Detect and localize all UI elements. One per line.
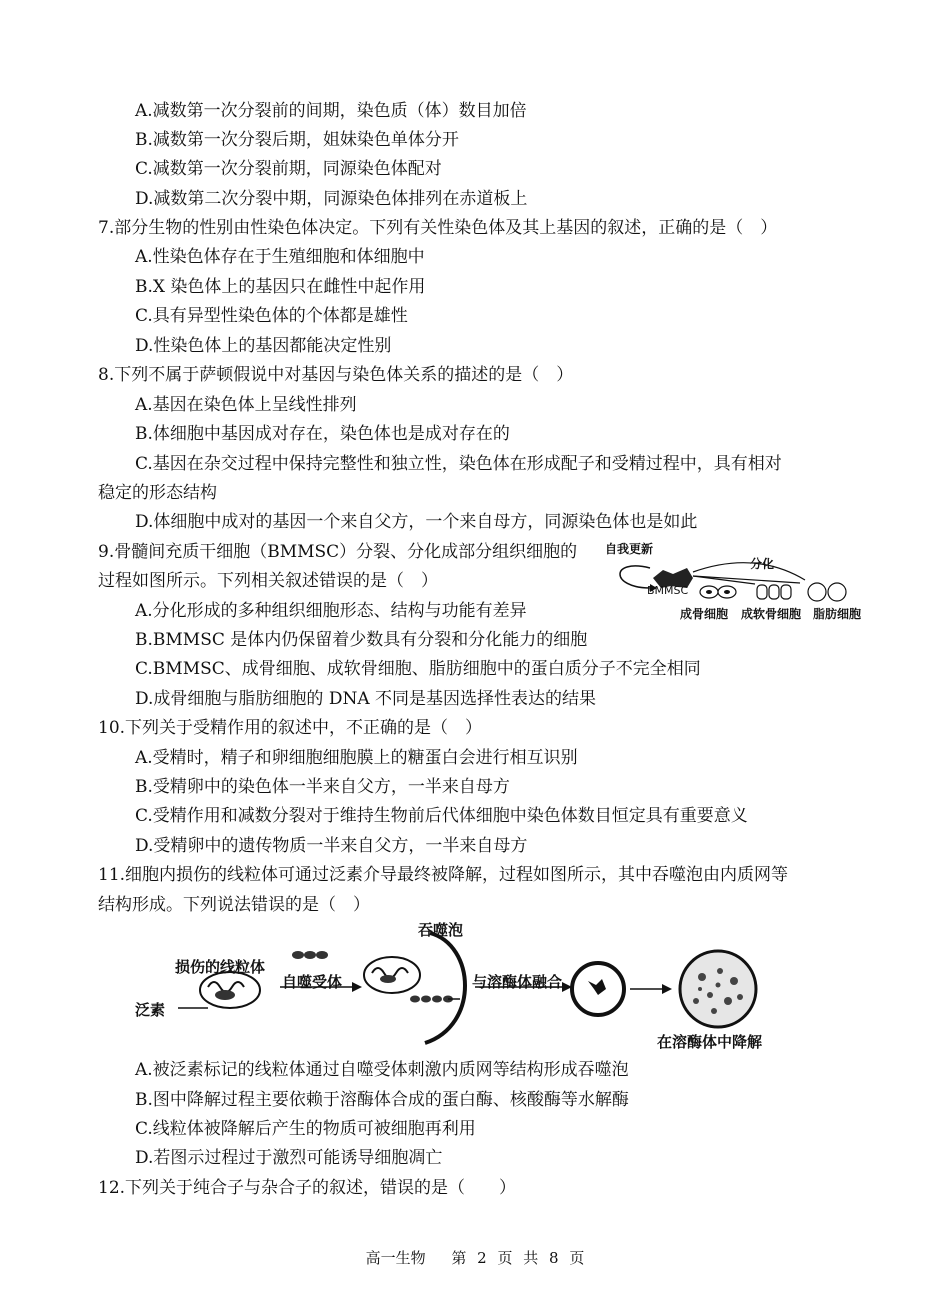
- q7-option-c: C.具有异型性染色体的个体都是雄性: [135, 306, 408, 326]
- q11-figure: [130, 915, 790, 1055]
- q9-option-d: D.成骨细胞与脂肪细胞的 DNA 不同是基因选择性表达的结果: [135, 689, 597, 709]
- phagophore-arc: [425, 933, 465, 1043]
- arrow-1-head: [352, 982, 362, 992]
- q10-option-d: D.受精卵中的遗传物质一半来自父方，一半来自母方: [135, 836, 528, 856]
- q9-stem-line1: 9.骨髓间充质干细胞（BMMSC）分裂、分化成部分组织细胞的: [98, 542, 578, 562]
- degrade-label: 在溶酶体中降解: [657, 1033, 763, 1051]
- autophagy-receptor-label: 自噬受体: [282, 973, 343, 991]
- q6-option-c: C.减数第一次分裂前期，同源染色体配对: [135, 159, 442, 179]
- osteoblast-label: 成骨细胞: [680, 607, 729, 621]
- q6-option-d: D.减数第二次分裂中期，同源染色体排列在赤道板上: [135, 189, 528, 209]
- damaged-mito-label: 损伤的线粒体: [175, 958, 266, 976]
- ubiquitin-beads: [292, 951, 328, 959]
- chondroblast-cells: [757, 585, 791, 599]
- adipocyte-cells: [808, 583, 846, 601]
- fuse-lysosome-label: 与溶酶体融合: [472, 973, 563, 991]
- page-footer: 高一生物 第 2 页 共 8 页: [365, 1249, 585, 1267]
- q11-option-c: C.线粒体被降解后产生的物质可被细胞再利用: [135, 1119, 476, 1139]
- self-renewal-loop: [620, 566, 650, 588]
- q10-option-a: A.受精时，精子和卵细胞细胞膜上的糖蛋白会进行相互识别: [135, 748, 578, 768]
- differentiate-label: 分化: [750, 557, 775, 571]
- damaged-mitochondrion: [200, 972, 260, 1008]
- q6-option-a: A.减数第一次分裂前的间期，染色质（体）数目加倍: [135, 101, 527, 121]
- q11-option-b: B.图中降解过程主要依赖于溶酶体合成的蛋白酶、核酸酶等水解酶: [135, 1090, 629, 1110]
- bmmsc-label: BMMSC: [647, 584, 689, 597]
- q9-option-b: B.BMMSC 是体内仍保留着少数具有分裂和分化能力的细胞: [135, 630, 588, 650]
- autophagosome: [572, 963, 624, 1015]
- q8-stem: 8.下列不属于萨顿假说中对基因与染色体关系的描述的是（ ）: [98, 365, 574, 385]
- q8-option-b: B.体细胞中基因成对存在，染色体也是成对存在的: [135, 424, 510, 444]
- q7-stem: 7.部分生物的性别由性染色体决定。下列有关性染色体及其上基因的叙述，正确的是（ ）: [98, 218, 778, 238]
- q9-stem-line2: 过程如图所示。下列相关叙述错误的是（ ）: [98, 571, 438, 591]
- lysosome: [680, 951, 756, 1027]
- q9-option-a: A.分化形成的多种组织细胞形态、结构与功能有差异: [135, 601, 527, 621]
- q7-option-b: B.X 染色体上的基因只在雌性中起作用: [135, 277, 426, 297]
- adipocyte-label: 脂肪细胞: [813, 607, 862, 621]
- q11-stem-line1: 11.细胞内损伤的线粒体可通过泛素介导最终被降解，过程如图所示，其中吞噬泡由内质网等: [98, 865, 789, 885]
- q8-option-a: A.基因在染色体上呈线性排列: [135, 395, 357, 415]
- q11-stem-line2: 结构形成。下列说法错误的是（ ）: [98, 895, 370, 915]
- q6-option-b: B.减数第一次分裂后期，姐妹染色单体分开: [135, 130, 459, 150]
- q10-option-b: B.受精卵中的染色体一半来自父方，一半来自母方: [135, 777, 510, 797]
- osteoblast-cells: [700, 586, 736, 598]
- ubiquitin-label: 泛素: [135, 1001, 166, 1019]
- q9-option-c: C.BMMSC、成骨细胞、成软骨细胞、脂肪细胞中的蛋白质分子不完全相同: [135, 659, 701, 679]
- q7-option-d: D.性染色体上的基因都能决定性别: [135, 336, 392, 356]
- q8-option-c: C.基因在杂交过程中保持完整性和独立性，染色体在形成配子和受精过程中，具有相对: [135, 454, 782, 474]
- self-renew-label: 自我更新: [605, 542, 654, 556]
- q11-option-a: A.被泛素标记的线粒体通过自噬受体刺激内质网等结构形成吞噬泡: [135, 1060, 629, 1080]
- q8-option-d: D.体细胞中成对的基因一个来自父方，一个来自母方，同源染色体也是如此: [135, 512, 698, 532]
- q7-option-a: A.性染色体存在于生殖细胞和体细胞中: [135, 247, 425, 267]
- chondroblast-label: 成软骨细胞: [741, 607, 802, 621]
- q11-option-d: D.若图示过程过于激烈可能诱导细胞凋亡: [135, 1148, 443, 1168]
- q8-option-c-continued: 稳定的形态结构: [98, 483, 217, 503]
- tagged-mitochondrion: [364, 957, 453, 1003]
- q10-stem: 10.下列关于受精作用的叙述中，不正确的是（ ）: [98, 718, 483, 738]
- phagophore-label: 吞噬泡: [418, 921, 464, 939]
- diff-arrow-1: [693, 576, 800, 583]
- q9-figure: [605, 538, 875, 623]
- q10-option-c: C.受精作用和减数分裂对于维持生物前后代体细胞中染色体数目恒定具有重要意义: [135, 806, 748, 826]
- arrow-3-head: [662, 984, 672, 994]
- q12-stem: 12.下列关于纯合子与杂合子的叙述，错误的是（ ）: [98, 1178, 517, 1198]
